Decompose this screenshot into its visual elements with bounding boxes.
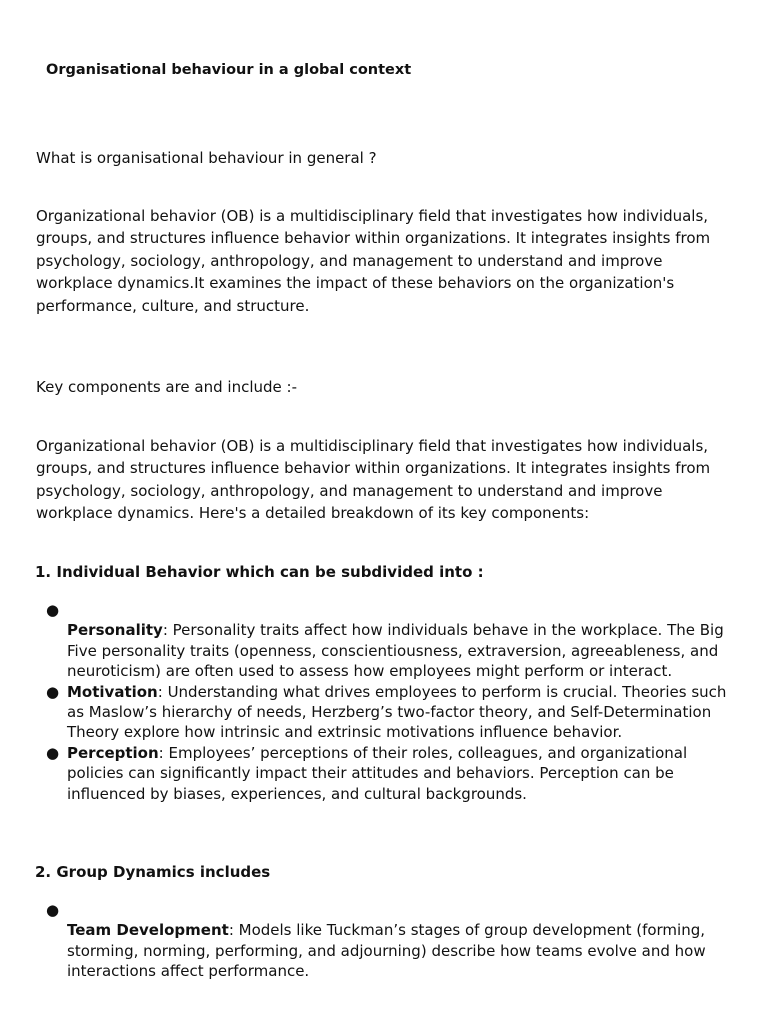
bullet-icon: ● bbox=[46, 601, 60, 619]
list-item-personality bbox=[0, 600, 732, 682]
question-text: What is organisational behaviour in general ? bbox=[36, 149, 377, 167]
term-perception: Perception bbox=[67, 743, 159, 762]
list-item-perception bbox=[0, 743, 732, 804]
description-perception: : Employees’ perceptions of their roles, colleagues, and organizational policies can significantly impact their attitudes and behaviors. Perception can be influenced by biases, experiences, and cultural backgrounds. bbox=[67, 743, 688, 803]
components-paragraph: Organizational behavior (OB) is a multidisciplinary field that investigates how individuals, groups, and structures influence behavior within organizations. It integrates insights from psychology, sociology, anthropology, and management to understand and improve workplace dynamics. Here's a detailed breakdown of its key components: bbox=[36, 437, 711, 523]
term-personality: Personality bbox=[67, 621, 163, 640]
key-components-label: Key components are and include :- bbox=[36, 378, 297, 396]
description-team-development: : Models like Tuckman’s stages of group development (forming, storming, norming, performing, and adjourning) describe how teams evolve and how interactions affect performance. bbox=[67, 921, 706, 981]
empty-line bbox=[67, 900, 732, 920]
bullet-icon: ● bbox=[46, 901, 60, 919]
list-item-team-development bbox=[0, 900, 732, 982]
term-team-development: Team Development bbox=[67, 921, 229, 940]
list-item-motivation bbox=[0, 682, 732, 743]
section-heading-individual-behavior: 1. Individual Behavior which can be subdivided into : bbox=[35, 563, 484, 581]
individual-behavior-list bbox=[0, 600, 768, 804]
description-motivation: : Understanding what drives employees to perform is crucial. Theories such as Maslow’s hierarchy of needs, Herzberg’s two-factor theory, and Self-Determination Theory explore how intrinsic and extrinsic motivations influence behavior. bbox=[67, 682, 727, 742]
intro-paragraph: Organizational behavior (OB) is a multidisciplinary field that investigates how individuals, groups, and structures influence behavior within organizations. It integrates insights from psychology, sociology, anthropology, and management to understand and improve workplace dynamics.It examines the impact of these behaviors on the organization's performance, culture, and structure. bbox=[36, 207, 711, 315]
section-heading-group-dynamics: 2. Group Dynamics includes bbox=[35, 863, 271, 881]
group-dynamics-list bbox=[0, 900, 768, 982]
bullet-icon: ● bbox=[46, 743, 60, 762]
empty-line bbox=[67, 600, 732, 620]
document-title: Organisational behaviour in a global context bbox=[46, 62, 412, 78]
term-motivation: Motivation bbox=[67, 682, 158, 701]
description-personality: : Personality traits affect how individuals behave in the workplace. The Big Five personality traits (openness, conscientiousness, extraversion, agreeableness, and neuroticism) are often used to assess how employees might perform or interact. bbox=[67, 621, 724, 681]
bullet-icon: ● bbox=[46, 682, 60, 701]
